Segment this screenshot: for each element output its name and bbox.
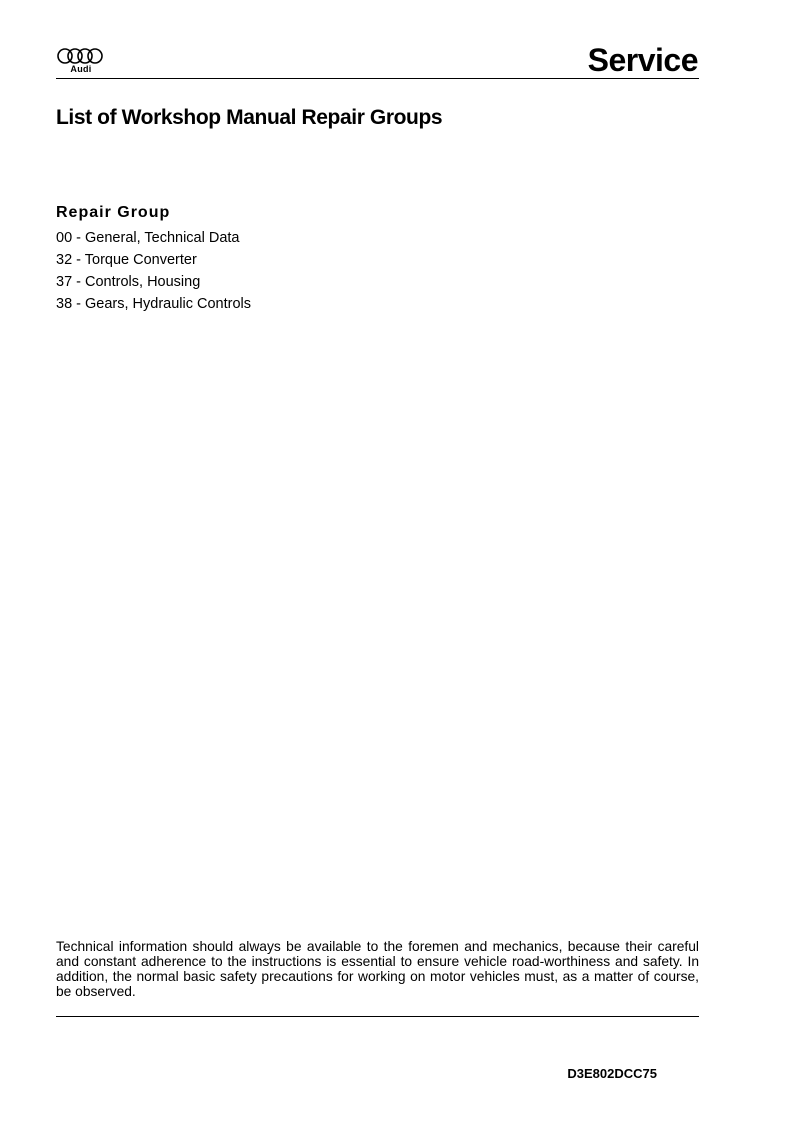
header-divider [56,78,699,79]
footer-divider [56,1016,699,1017]
list-item: 00 - General, Technical Data [56,230,240,246]
service-title: Service [587,42,698,78]
repair-group-heading: Repair Group [56,204,171,221]
list-item: 32 - Torque Converter [56,252,197,268]
brand-name: Audi [70,64,92,74]
audi-logo [56,47,104,77]
safety-notice: Technical information should always be available to the foremen and mechanics, because their careful and constant adherence to the instructions is essential to ensure vehicle road-worthiness and safety. In addition, the normal basic safety precautions for working on motor vehicles must, as a matter of course, be observed. [56,939,699,999]
audi-rings-icon [56,47,104,65]
repair-group-list [56,227,251,315]
list-item: 37 - Controls, Housing [56,274,201,290]
list-item: 38 - Gears, Hydraulic Controls [56,296,252,312]
page-title: List of Workshop Manual Repair Groups [56,106,443,129]
document-code: D3E802DCC75 [567,1066,657,1081]
